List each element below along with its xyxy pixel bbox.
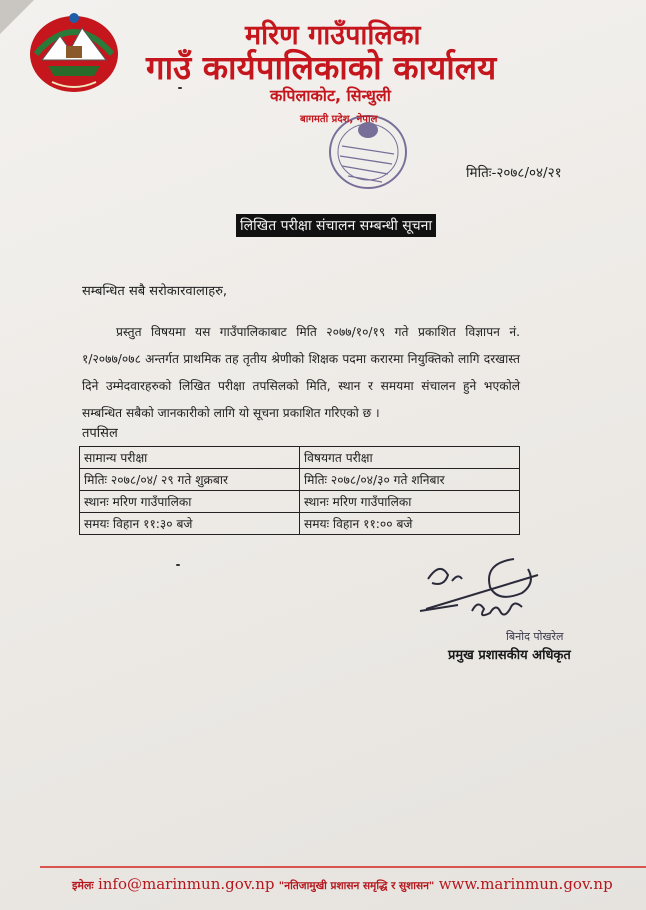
table-header-row [80, 447, 520, 469]
ink-dot [178, 87, 182, 89]
province-line: बागमती प्रदेश, नेपाल [300, 114, 378, 125]
cell-general-date: मितिः २०७८/०४/ २९ गते शुक्रबार [80, 469, 300, 491]
cell-subject-time: समयः विहान ११:०० बजे [300, 513, 520, 535]
footer-divider [40, 866, 646, 868]
letter-date: मितिः-२०७८/०४/२१ [466, 165, 562, 181]
footer-slogan: "नतिजामुखी प्रशासन समृद्धि र सुशासन" [278, 880, 435, 892]
letterhead-footer [72, 875, 642, 893]
signer-name: बिनोद पोखरेल [506, 630, 564, 643]
schedule-label: तपसिल [82, 426, 118, 441]
cell-general-time: समयः विहान ११:३० बजे [80, 513, 300, 535]
cell-subject-date: मितिः २०७८/०४/३० गते शनिबार [300, 469, 520, 491]
nepal-emblem-icon [22, 6, 126, 98]
exam-schedule-table [79, 446, 520, 535]
notice-subject: लिखित परीक्षा संचालन सम्बन्धी सूचना [236, 214, 436, 237]
website-address: www.marinmun.gov.np [438, 875, 613, 893]
signer-title: प्रमुख प्रशासकीय अधिकृत [448, 648, 571, 663]
header-cell-subject: विषयगत परीक्षा [300, 447, 520, 469]
header-cell-general: सामान्य परीक्षा [80, 447, 300, 469]
table-row [80, 469, 520, 491]
ink-dot [176, 564, 180, 566]
notice-body [82, 319, 520, 427]
email-address: info@marinmun.gov.np [97, 875, 275, 893]
table-row [80, 491, 520, 513]
notice-body-text: प्रस्तुत विषयमा यस गाउँपालिकाबाट मिति २०७७/१०/१९ गते प्रकाशित विज्ञापन नं. १/२०७७/०७८ अन्तर्गत प्राथमिक तह तृतीय श्रेणीको शिक्षक पदमा करारमा नियुक्तिको लागि दरखास्त दिने उम्मेदवारहरुको लिखित परीक्षा तपसिलको मिति, स्थान र समयमा संचालन हुने भएकोले सम्बन्धित सबैको जानकारीको लागि यो सूचना प्रकाशित गरिएको छ । [82, 325, 520, 420]
municipality-name: मरिण गाउँपालिका [245, 20, 421, 51]
salutation: सम्बन्धित सबै सरोकारवालाहरु, [82, 284, 228, 299]
office-name: गाउँ कार्यपालिकाको कार्यालय [146, 48, 497, 87]
office-address: कपिलाकोट, सिन्धुली [270, 86, 391, 105]
cell-subject-venue: स्थानः मरिण गाउँपालिका [300, 491, 520, 513]
cell-general-venue: स्थानः मरिण गाउँपालिका [80, 491, 300, 513]
email-label: इमेलः [72, 879, 94, 892]
table-row [80, 513, 520, 535]
